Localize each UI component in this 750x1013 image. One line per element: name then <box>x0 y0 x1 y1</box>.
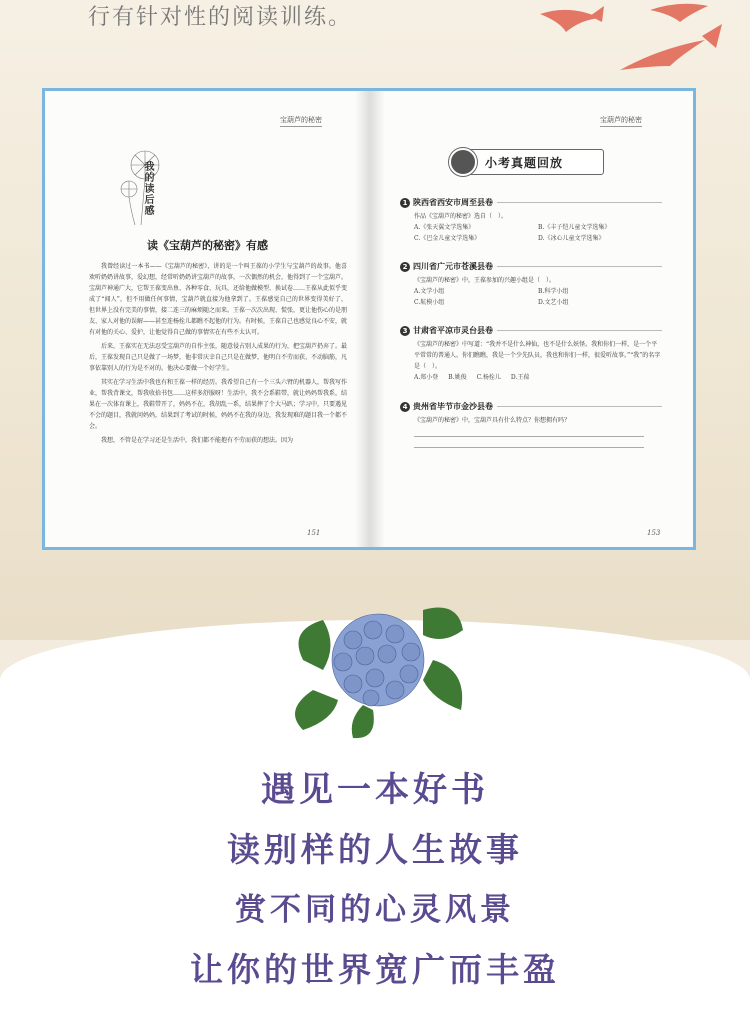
question-source: 四川省广元市苍溪县卷 <box>413 262 493 271</box>
slogan-line-3: 赏不同的心灵风景 <box>235 892 515 928</box>
question-3 <box>400 325 662 383</box>
essay-title: 读《宝葫芦的秘密》有感 <box>147 239 268 252</box>
essay-body <box>89 261 347 449</box>
essay-paragraph: 我想，不管是在学习还是生活中，我们都不能抱有不劳而获的想法。因为 <box>101 437 294 444</box>
question-text: 《宝葫芦的秘密》中，王葆参加的兴趣小组是（ ）。 <box>414 277 556 284</box>
quiz-heading-text: 小考真题回放 <box>485 156 564 170</box>
question-number: 4 <box>400 402 410 412</box>
open-book <box>42 88 696 550</box>
section-label: 我的读后感 <box>142 161 153 216</box>
option: C.杨拴儿 <box>476 374 501 381</box>
option: C.航模小组 <box>414 299 445 306</box>
quiz-heading <box>456 149 604 175</box>
slogan-line-2: 读别样的人生故事 <box>227 830 523 869</box>
page-number-left: 151 <box>307 529 321 537</box>
option: A.文学小组 <box>414 288 445 295</box>
option: C.《巴金儿童文学选集》 <box>414 235 481 242</box>
essay-paragraph: 其实在学习生活中我也有和王葆一样的经历。我希望自己有一个三头六臂的机器人，帮我写作业，帮我背课文，帮我收拾书包……这样多舒服呀！生活中，我不会系鞋带，就让妈妈帮我系，结果在一次体育课上，我鞋带开了，妈妈不在，我胡乱一系，结果摔了个大马趴；学习中，只要遇见不会的题目，我就问妈妈，结果到了考试的时候，妈妈不在我的身边，我发现难的题目我一个都不会。 <box>89 379 348 430</box>
option: B.姚俊 <box>448 374 467 381</box>
question-4 <box>400 401 662 448</box>
intro-text: 行有针对性的阅读训练。 <box>88 5 353 30</box>
option: D.王葆 <box>510 374 530 381</box>
question-source: 陕西省西安市周至县卷 <box>413 198 493 207</box>
answer-line <box>414 436 644 437</box>
essay-paragraph: 我曾经读过一本书——《宝葫芦的秘密》，讲的是一个叫王葆的小学生与宝葫芦的故事。他喜欢听奶奶讲故事，爱幻想，经常听奶奶讲宝葫芦的故事。一次偶然的机会，他得到了一个宝葫芦。宝葫芦神通广大，它帮王葆变出鱼、各种零食、玩具，还给他做模型、换试卷……王葆从此似乎变成了“闻人”，但不用做任何事情，宝葫芦就直接为他拿到了。王葆感觉自己的世界变得美好了，但世界上没有完美的事情，接二连三的麻烦随之而来。王葆一次次出现、慌张，更让他伤心的是朋友、家人对他的误解——甚至连杨拴儿都瞧不起他的行为。有时候，王葆自己也感觉良心不安，就有对他的关心、爱护，让他觉得自己做的事情实在有些不太认可。 <box>89 263 348 336</box>
option: D.《冰心儿童文学选集》 <box>538 235 605 242</box>
option: B.《丰子恺儿童文学选集》 <box>538 224 611 231</box>
answer-line <box>414 447 644 448</box>
question-source: 贵州省毕节市金沙县卷 <box>413 402 493 411</box>
question-text: 《宝葫芦的秘密》中写道：“我并不是什么神仙，也不是什么妖怪。我和你们一样，是一个平平常常的普通人。你们瞧瞧，我是一个少先队员，我也和你们一样，很爱听故事。”“我”的名字是（ ）。 <box>414 341 661 370</box>
question-text: 作品《宝葫芦的秘密》选自（ ）。 <box>414 213 508 220</box>
option: D.文艺小组 <box>538 299 569 306</box>
fish-illustration <box>530 0 750 80</box>
essay-paragraph: 后来，王葆实在无法忍受宝葫芦的自作主张，随意侵占别人成果的行为，把宝葫芦扔弃了。最后，王葆发现自己只是做了一场梦，他非常庆幸自己只是在做梦，他明白不劳而获、不动脑筋，凡事依靠别人的行为是不对的。他决心要做一个好学生。 <box>89 343 348 372</box>
running-head-left: 宝葫芦的秘密 <box>280 115 322 127</box>
flower-badge-icon <box>449 148 477 176</box>
question-number: 1 <box>400 198 410 208</box>
question-number: 2 <box>400 262 410 272</box>
question-1 <box>400 197 662 244</box>
left-page <box>45 91 370 547</box>
hydrangea-illustration <box>283 590 473 740</box>
question-number: 3 <box>400 326 410 336</box>
slogan-line-4: 让你的世界宽广而丰盈 <box>190 950 560 989</box>
option: B.科学小组 <box>538 288 569 295</box>
question-2 <box>400 261 662 308</box>
right-page <box>370 91 693 547</box>
page-number-right: 153 <box>647 529 661 537</box>
slogan-line-1: 遇见一本好书 <box>261 770 489 810</box>
option: A.《张天翼文学选集》 <box>414 224 475 231</box>
question-source: 甘肃省平凉市灵台县卷 <box>413 326 493 335</box>
running-head-right: 宝葫芦的秘密 <box>600 115 642 127</box>
option: A.郑小登 <box>414 374 439 381</box>
question-text: 《宝葫芦的秘密》中，宝葫芦具有什么特点？你想拥有吗？ <box>414 417 571 424</box>
book-spine <box>355 91 385 547</box>
